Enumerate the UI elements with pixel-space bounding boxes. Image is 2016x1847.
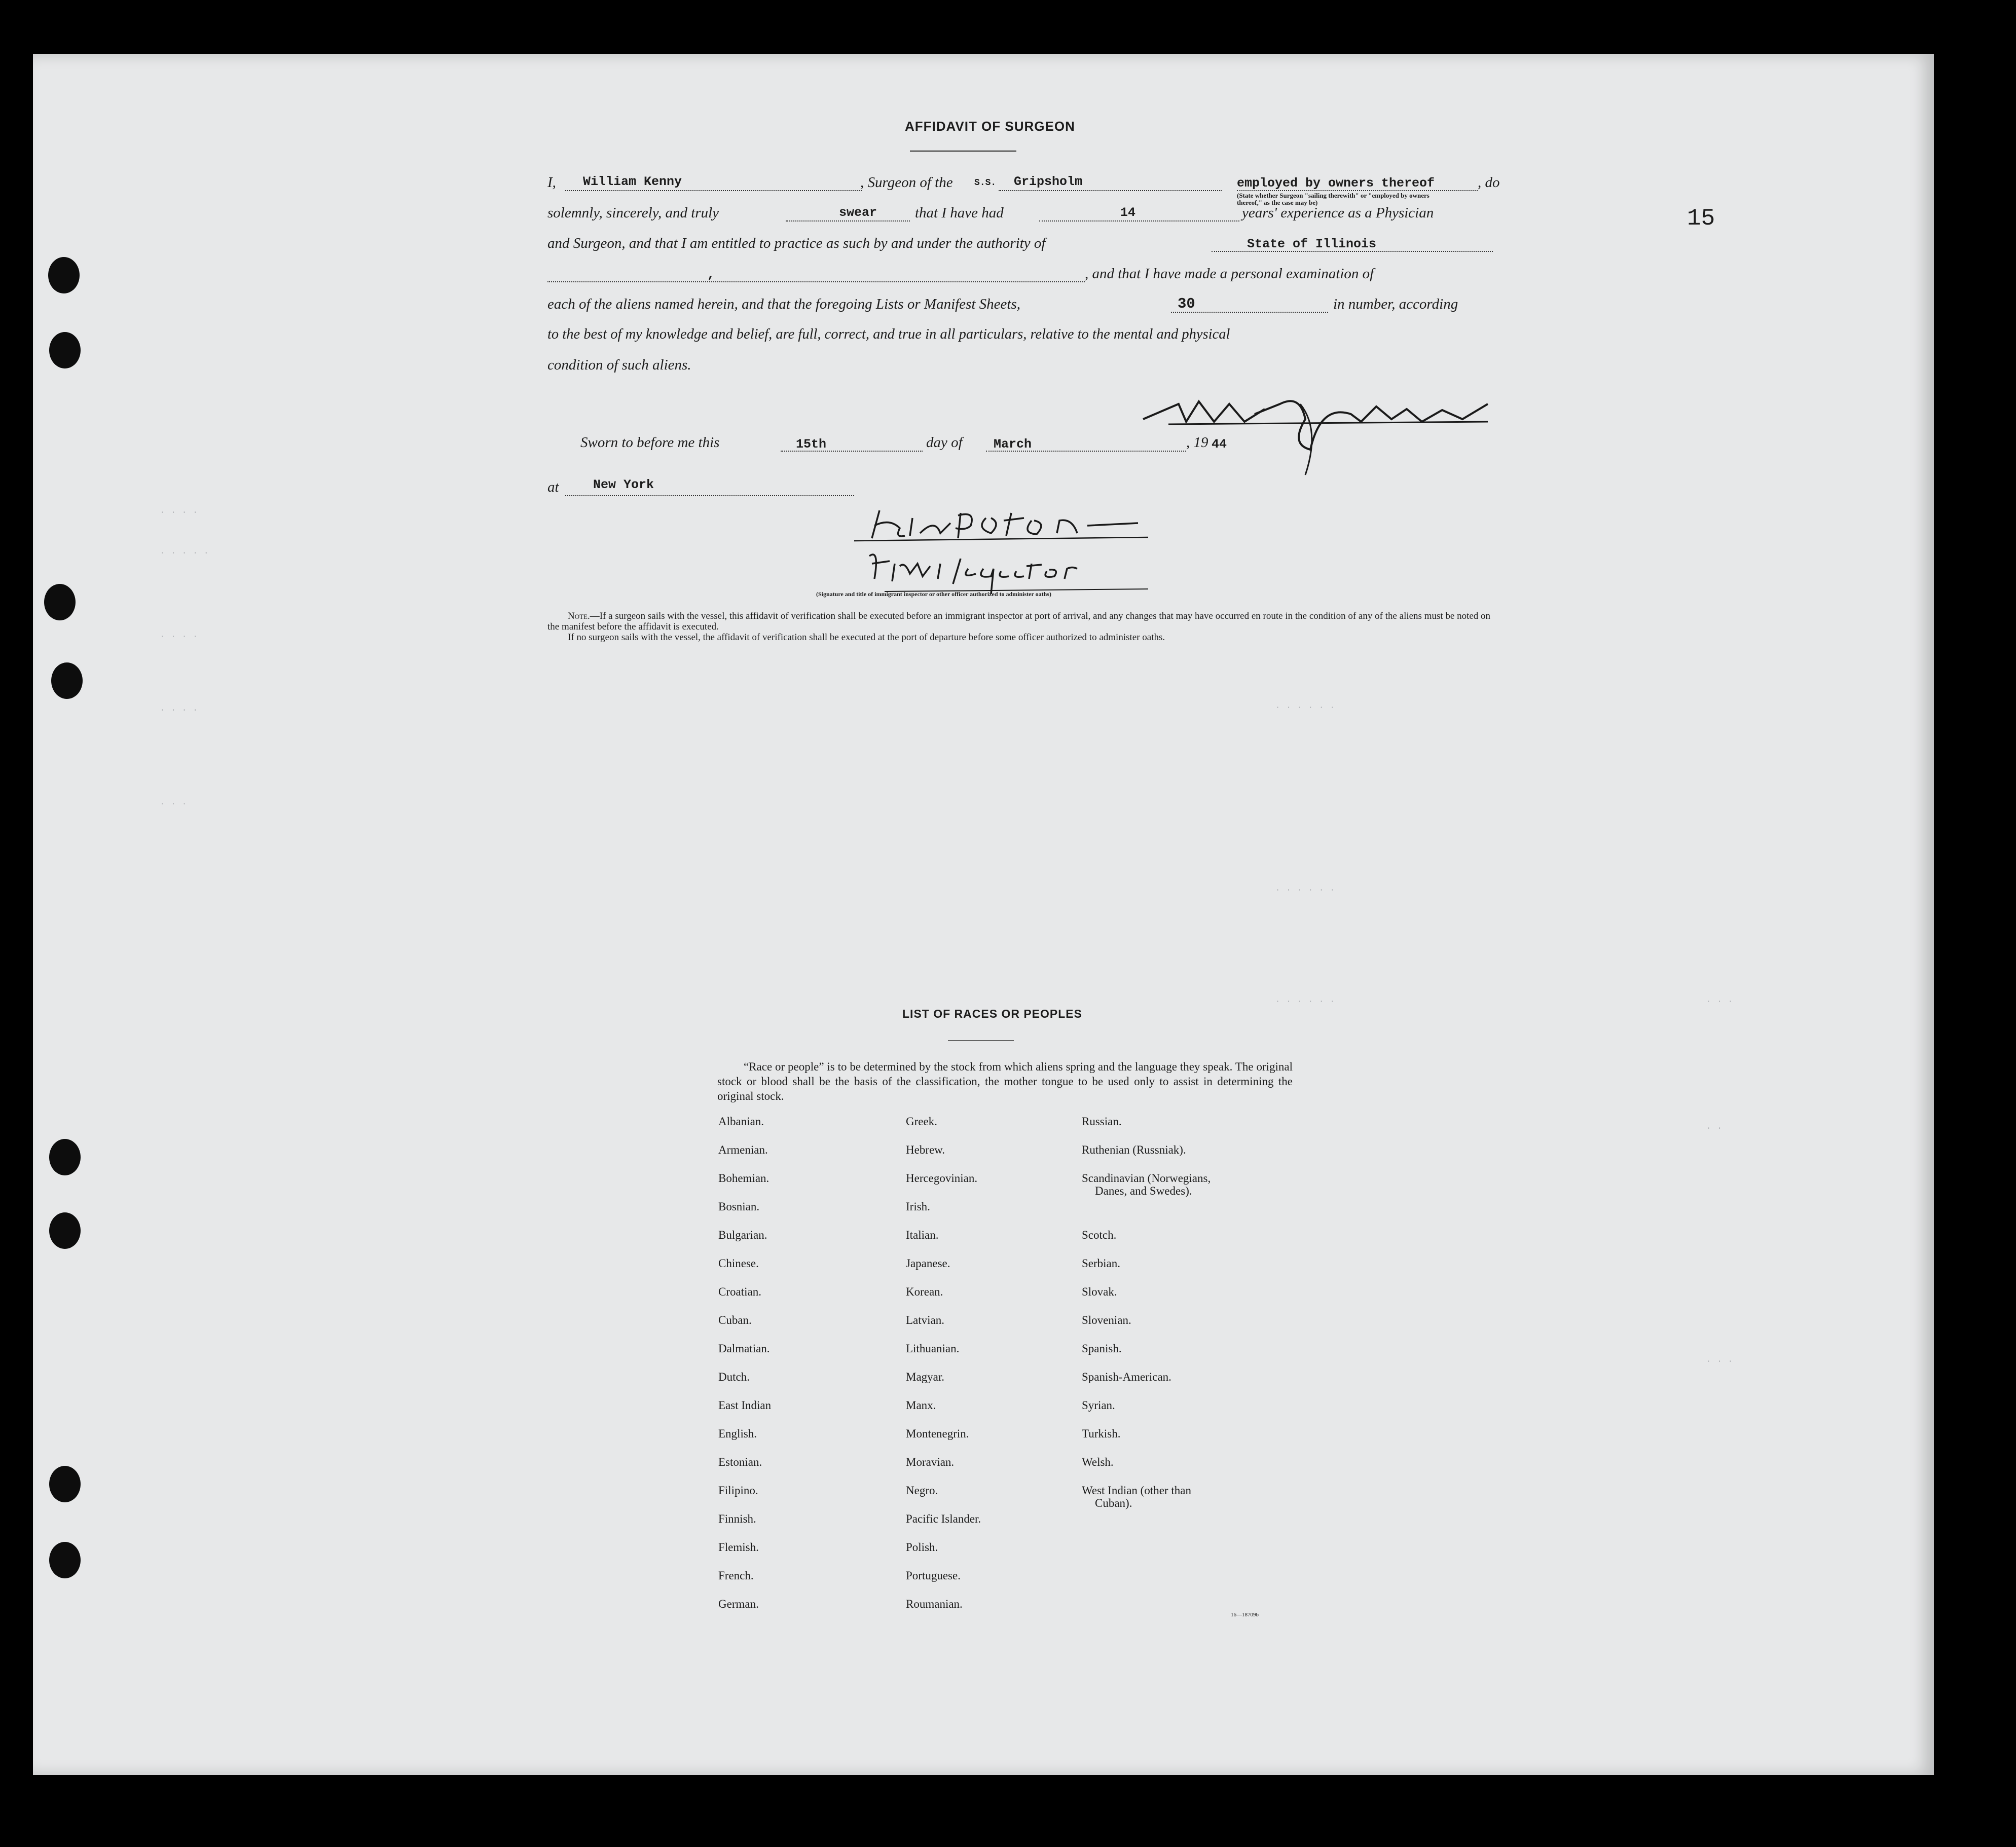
years-experience: 14	[1120, 205, 1136, 220]
surgeon-signature	[1138, 374, 1503, 480]
race-item: Finnish.	[718, 1512, 756, 1525]
line5-pre: each of the aliens named herein, and that the foregoing Lists or Manifest Sheets,	[547, 296, 1020, 312]
vessel-name: Gripsholm	[1014, 174, 1083, 189]
race-scandinavian: Scandinavian (Norwegians,	[1082, 1172, 1211, 1185]
surgeon-name: William Kenny	[583, 174, 682, 189]
sworn-month: March	[994, 437, 1032, 452]
binder-hole	[44, 584, 76, 620]
employment-status: employed by owners thereof	[1237, 176, 1435, 191]
race-item: Flemish.	[718, 1541, 759, 1554]
line1-post: , do	[1478, 174, 1500, 191]
line7: condition of such aliens.	[547, 357, 691, 373]
race-item: Cuban.	[718, 1314, 752, 1326]
race-item: Greek.	[906, 1115, 937, 1128]
line2-mid: that I have had	[915, 205, 1004, 221]
line1-pre: I,	[547, 174, 556, 191]
race-item: Irish.	[906, 1200, 930, 1213]
authority: State of Illinois	[1247, 237, 1377, 251]
page-number: 15	[1687, 205, 1715, 232]
race-item: Croatian.	[718, 1285, 761, 1298]
race-item: Roumanian.	[906, 1598, 963, 1610]
signature-caption: (Signature and title of immigrant inspector or other officer authorized to administer oaths)	[816, 590, 1051, 598]
manifest-sheets: 30	[1178, 295, 1195, 312]
line3-pre: and Surgeon, and that I am entitled to practice as such by and under the authority of	[547, 235, 1046, 251]
line2-pre: solemnly, sincerely, and truly	[547, 205, 719, 221]
authority-cont: ,	[707, 267, 715, 282]
race-item: Ruthenian (Russniak).	[1082, 1143, 1186, 1156]
race-west-indian: West Indian (other than	[1082, 1484, 1191, 1497]
race-item: Magyar.	[906, 1371, 945, 1383]
binder-hole	[48, 257, 80, 293]
race-item: Italian.	[906, 1229, 939, 1241]
race-item: German.	[718, 1598, 759, 1610]
race-item: Russian.	[1082, 1115, 1122, 1128]
race-item: Korean.	[906, 1285, 943, 1298]
race-item: Armenian.	[718, 1143, 768, 1156]
race-item: Montenegrin.	[906, 1427, 969, 1440]
employment-note: (State whether Surgeon "sailing therewith" or "employed by owners thereof," as the case may be)	[1237, 192, 1429, 206]
race-item	[1082, 1484, 1211, 1512]
binder-hole	[49, 1212, 81, 1249]
race-item: Filipino.	[718, 1484, 758, 1497]
inspector-signature	[824, 498, 1168, 599]
race-item: Bosnian.	[718, 1200, 760, 1213]
race-item: Spanish-American.	[1082, 1371, 1171, 1383]
vessel-prefix: S.S.	[974, 178, 997, 188]
line2-post: years' experience as a Physician	[1242, 205, 1434, 221]
race-item: Manx.	[906, 1399, 936, 1412]
line1-mid: , Surgeon of the	[860, 174, 953, 191]
race-item: Turkish.	[1082, 1427, 1121, 1440]
race-item: Scotch.	[1082, 1229, 1117, 1241]
races-col-2	[906, 1115, 981, 1626]
races-col-1	[718, 1115, 771, 1626]
race-west-indian-cont: Cuban).	[1095, 1497, 1132, 1509]
race-item: Bohemian.	[718, 1172, 769, 1185]
sworn-mid: day of	[926, 434, 963, 451]
note-text-2: If no surgeon sails with the vessel, the affidavit of verification shall be executed at the port of departure before some officer authorized to administer oaths.	[568, 632, 1165, 643]
form-number: 16—18709b	[1231, 1612, 1259, 1618]
title-underline	[910, 151, 1016, 152]
race-item: Hebrew.	[906, 1143, 945, 1156]
race-item: Dutch.	[718, 1371, 750, 1383]
note-label: Note.	[568, 611, 590, 621]
race-item: French.	[718, 1569, 754, 1582]
races-intro: “Race or people” is to be determined by the stock from which aliens spring and the language they speak. The original stock or blood shall be the basis of the classification, the mother tongue to be used only to assist in determining the original stock.	[717, 1060, 1293, 1102]
line5-post: in number, according	[1333, 296, 1458, 312]
race-item: Slovak.	[1082, 1285, 1117, 1298]
race-item: Slovenian.	[1082, 1314, 1131, 1326]
race-item: Syrian.	[1082, 1399, 1115, 1412]
race-item: Pacific Islander.	[906, 1512, 981, 1525]
race-item: Spanish.	[1082, 1342, 1122, 1355]
race-item: Chinese.	[718, 1257, 759, 1270]
binder-hole	[49, 1466, 81, 1502]
race-item: East Indian	[718, 1399, 772, 1412]
sworn-year-pre: , 19	[1186, 434, 1208, 451]
binder-hole	[51, 662, 83, 699]
note-paragraph	[547, 611, 1500, 643]
sworn-place: New York	[593, 477, 654, 492]
line6: to the best of my knowledge and belief, are full, correct, and true in all particulars, relative to the mental and physical	[547, 326, 1230, 342]
race-item: Japanese.	[906, 1257, 950, 1270]
binder-hole	[49, 1139, 81, 1175]
sworn-year: 44	[1212, 437, 1227, 452]
at-label: at	[547, 479, 559, 495]
race-item: Dalmatian.	[718, 1342, 770, 1355]
race-item: Polish.	[906, 1541, 938, 1554]
race-item: Latvian.	[906, 1314, 944, 1326]
race-item: Lithuanian.	[906, 1342, 960, 1355]
sworn-pre: Sworn to before me this	[580, 434, 720, 451]
race-item: Estonian.	[718, 1456, 762, 1468]
binder-hole	[49, 332, 81, 368]
sworn-day: 15th	[796, 437, 827, 452]
race-scandinavian-cont: Danes, and Swedes).	[1095, 1185, 1192, 1197]
race-item: Albanian.	[718, 1115, 764, 1128]
race-item: English.	[718, 1427, 757, 1440]
races-title: LIST OF RACES OR PEOPLES	[902, 1007, 1082, 1020]
line4-post: , and that I have made a personal examination of	[1085, 266, 1374, 282]
binder-hole	[49, 1542, 81, 1578]
document-page: · · · · · · · · · · · · · · · · · · · · · · · · · · · · · · · · · · · · · · · · · · · · · · 15 AFFIDAVIT OF SURGEON I, William Kenny , Surgeon of the S.S. Gripsholm employed by owners thereof , do (State whether Surgeon "sailing therewith" or "employed by owners thereof," as the case may be) solemnly, sincerely, and truly swear that I have had 14 years' experience as a Physician and Surgeon, and that I am entitled to practice as such by and under the authority of State of Illinois , , and that I have made a personal examination of each of the aliens named herein, and that the foregoing Lists or Manifest Sheets, 30 in number, according to the best of my knowledge and belief, are full, correct, and true in all particulars, relative to the mental and physical condition of such aliens. Sworn to before me this 15th day of March , 19 44 at New York (Signature and title of immigrant inspector or other officer authorized to administer oaths) Note.—If a surgeon sails with the vessel, this affidavit of verification shall be executed before an immigrant inspector at port of arrival, and any changes that may have occurred en route in the condition of any of the aliens must be noted on the manifest before the affidavit is executed. If no surgeon sails with the vessel, the affidavit of verification shall be executed at the port of departure before some officer authorized to administer oaths. LIST OF RACES OR PEOPLES “Race or people” is to be determined by the stock from which aliens spring and the language they speak. The original stock or blood shall be the basis of the classification, the mother tongue to be used only to assist in determining the original stock. Albanian. Armenian. Bohemian. Bosnian. Bulgarian. Chinese. Croatian. Cuban. Dalmatian. Dutch. East Indian English. Estonian. Filipino. Finnish. Flemish. French. German. Greek. Hebrew. Hercegovinian. Irish. Italian. Japanese. Korean. Latvian. Lithuanian. Magyar. Manx. Montenegrin. Moravian. Negro. Pacific Islander. Polish. Portuguese. Roumanian. Russian. Ruthenian (Russniak). Scandinavian (Norwegians, Danes, and Swedes). Scotch. Serbian. Slovak. Slovenian. Spanish. Spanish-American. Syrian. Turkish. Welsh. West Indian (other than Cuban). 16—18709b	[33, 54, 1934, 1775]
race-item: Portuguese.	[906, 1569, 961, 1582]
race-item: Moravian.	[906, 1456, 955, 1468]
race-item: Negro.	[906, 1484, 938, 1497]
races-title-underline	[948, 1040, 1014, 1041]
note-text-1: —If a surgeon sails with the vessel, this affidavit of verification shall be executed before an immigrant inspector at port of arrival, and any changes that may have occurred en route in the condition of any of the aliens must be noted on the manifest before the affidavit is executed.	[547, 611, 1491, 632]
race-item: Hercegovinian.	[906, 1172, 978, 1185]
race-item: Bulgarian.	[718, 1229, 767, 1241]
race-item	[1082, 1172, 1211, 1229]
races-col-3	[1082, 1115, 1211, 1512]
affidavit-title: AFFIDAVIT OF SURGEON	[905, 119, 1075, 134]
oath-word: swear	[839, 205, 877, 220]
race-item: Serbian.	[1082, 1257, 1121, 1270]
race-item: Welsh.	[1082, 1456, 1114, 1468]
